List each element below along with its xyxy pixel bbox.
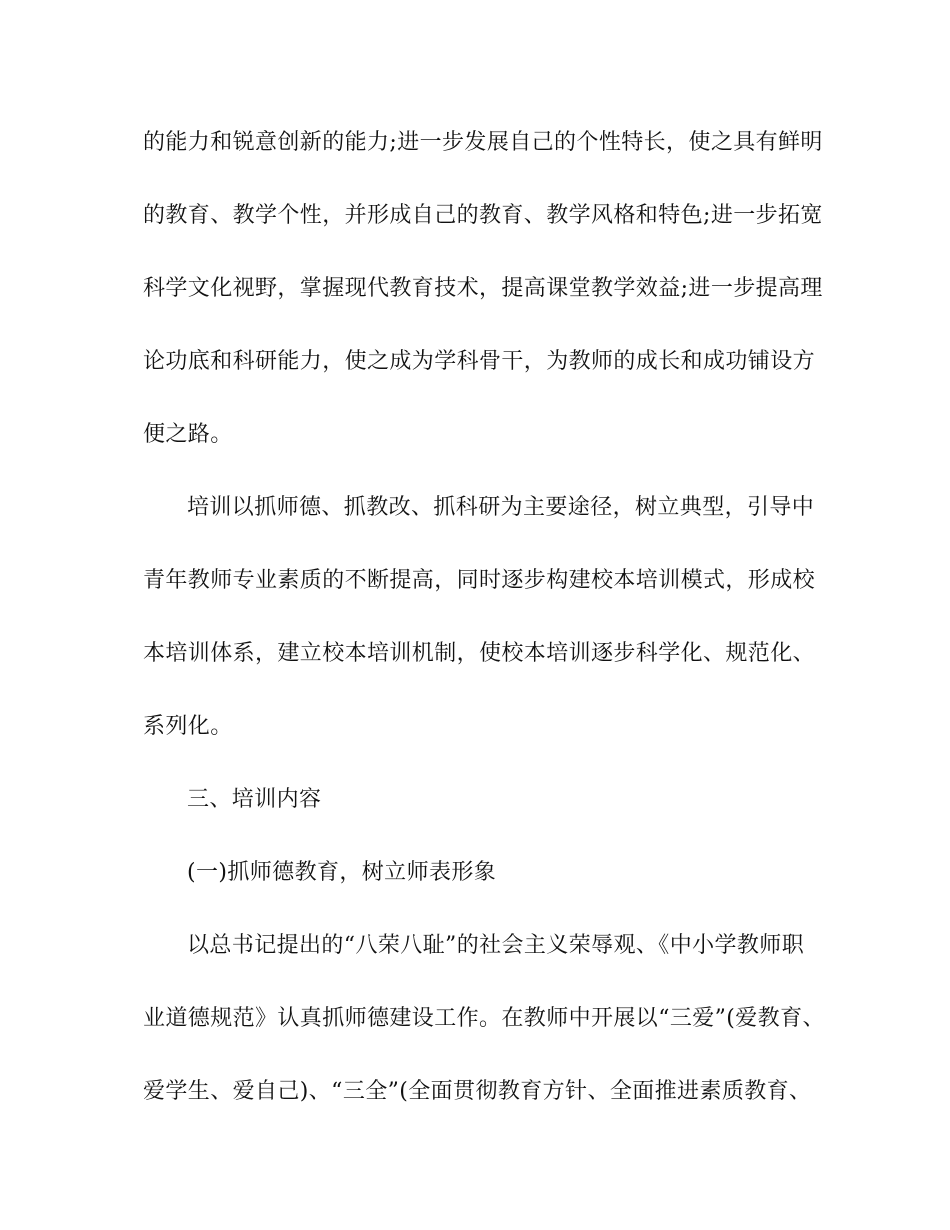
paragraph-line: 科学文化视野，掌握现代教育技术，提高课堂教学效益;进一步提高理 bbox=[143, 276, 823, 301]
paragraph-line: 论功底和科研能力，使之成为学科骨干，为教师的成长和成功铺设方 bbox=[143, 349, 816, 374]
paragraph-line: 培训以抓师德、抓教改、抓科研为主要途径，树立典型，引导中 bbox=[187, 495, 815, 520]
paragraph-line: 本培训体系，建立校本培训机制，使校本培训逐步科学化、规范化、 bbox=[143, 641, 816, 666]
paragraph-line: 青年教师专业素质的不断提高，同时逐步构建校本培训模式，形成校 bbox=[143, 568, 816, 593]
paragraph-line: 业道德规范》认真抓师德建设工作。在教师中开展以“三爱”(爱教育、 bbox=[143, 1006, 825, 1031]
subsection-heading: (一)抓师德教育，树立师表形象 bbox=[187, 860, 497, 885]
paragraph-line: 系列化。 bbox=[143, 714, 233, 739]
paragraph-line: 便之路。 bbox=[143, 422, 233, 447]
paragraph-line: 的教育、教学个性，并形成自己的教育、教学风格和特色;进一步拓宽 bbox=[143, 203, 823, 228]
paragraph-line: 爱学生、爱自己)、“三全”(全面贯彻教育方针、全面推进素质教育、 bbox=[143, 1079, 812, 1104]
section-heading: 三、培训内容 bbox=[187, 787, 322, 812]
paragraph-line: 的能力和锐意创新的能力;进一步发展自己的个性特长，使之具有鲜明 bbox=[143, 130, 823, 155]
paragraph-line: 以总书记提出的“八荣八耻”的社会主义荣辱观、《中小学教师职 bbox=[187, 933, 805, 958]
